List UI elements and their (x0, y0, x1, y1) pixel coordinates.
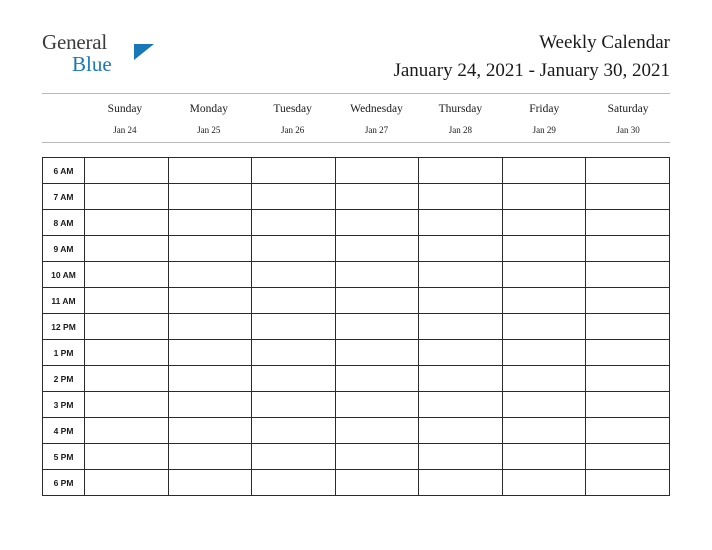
slot-cell[interactable] (419, 366, 503, 392)
slot-cell[interactable] (502, 340, 586, 366)
table-row (43, 262, 670, 288)
slot-cell[interactable] (85, 184, 169, 210)
slot-cell[interactable] (85, 366, 169, 392)
slot-cell[interactable] (419, 470, 503, 496)
slot-cell[interactable] (586, 340, 670, 366)
table-row (43, 288, 670, 314)
table-row (43, 314, 670, 340)
day-name: Tuesday (273, 103, 312, 116)
time-label: 6 AM (43, 158, 85, 184)
slot-cell[interactable] (252, 444, 336, 470)
page-header (42, 0, 670, 94)
slot-cell[interactable] (586, 366, 670, 392)
time-label: 8 AM (43, 210, 85, 236)
slot-cell[interactable] (502, 392, 586, 418)
slot-cell[interactable] (586, 262, 670, 288)
slot-cell[interactable] (419, 340, 503, 366)
slot-cell[interactable] (168, 470, 252, 496)
slot-cell[interactable] (168, 236, 252, 262)
time-label: 6 PM (43, 470, 85, 496)
day-column-header (502, 101, 586, 136)
slot-cell[interactable] (168, 418, 252, 444)
general-blue-logo (42, 28, 152, 75)
slot-cell[interactable] (502, 184, 586, 210)
slot-cell[interactable] (502, 470, 586, 496)
time-label: 2 PM (43, 366, 85, 392)
table-row (43, 340, 670, 366)
time-label: 3 PM (43, 392, 85, 418)
slot-cell[interactable] (85, 158, 169, 184)
slot-cell[interactable] (168, 210, 252, 236)
time-label: 7 AM (43, 184, 85, 210)
time-label: 11 AM (43, 288, 85, 314)
table-row (43, 444, 670, 470)
slot-cell[interactable] (252, 210, 336, 236)
slot-cell[interactable] (335, 236, 419, 262)
day-date: Jan 28 (448, 124, 472, 135)
day-column-header (335, 101, 419, 136)
day-name: Thursday (438, 103, 483, 116)
day-name: Wednesday (350, 103, 403, 116)
logo-word-general: General (42, 30, 108, 54)
time-label: 1 PM (43, 340, 85, 366)
slot-cell[interactable] (419, 184, 503, 210)
time-label: 4 PM (43, 418, 85, 444)
slot-cell[interactable] (502, 210, 586, 236)
slot-cell[interactable] (419, 444, 503, 470)
slot-cell[interactable] (502, 418, 586, 444)
slot-cell[interactable] (335, 314, 419, 340)
slot-cell[interactable] (168, 158, 252, 184)
slot-cell[interactable] (168, 314, 252, 340)
slot-cell[interactable] (85, 262, 169, 288)
slot-cell[interactable] (586, 418, 670, 444)
slot-cell[interactable] (335, 418, 419, 444)
logo-word-blue: Blue (72, 52, 112, 76)
slot-cell[interactable] (85, 392, 169, 418)
time-label: 5 PM (43, 444, 85, 470)
slot-cell[interactable] (252, 314, 336, 340)
slot-cell[interactable] (502, 444, 586, 470)
day-column-header (167, 101, 251, 136)
day-date: Jan 25 (197, 124, 221, 135)
slot-cell[interactable] (586, 470, 670, 496)
table-row (43, 158, 670, 184)
slot-cell[interactable] (252, 366, 336, 392)
slot-cell[interactable] (419, 262, 503, 288)
slot-cell[interactable] (252, 288, 336, 314)
slot-cell[interactable] (502, 158, 586, 184)
slot-cell[interactable] (335, 158, 419, 184)
slot-cell[interactable] (85, 314, 169, 340)
slot-cell[interactable] (335, 184, 419, 210)
slot-cell[interactable] (252, 418, 336, 444)
day-name: Sunday (107, 103, 143, 116)
slot-cell[interactable] (419, 418, 503, 444)
day-name: Monday (189, 103, 228, 116)
slot-cell[interactable] (419, 236, 503, 262)
slot-cell[interactable] (168, 288, 252, 314)
slot-cell[interactable] (419, 158, 503, 184)
slot-cell[interactable] (419, 392, 503, 418)
slot-cell[interactable] (168, 262, 252, 288)
slot-cell[interactable] (168, 444, 252, 470)
slot-cell[interactable] (586, 392, 670, 418)
slot-cell[interactable] (502, 236, 586, 262)
slot-cell[interactable] (85, 210, 169, 236)
table-row (43, 418, 670, 444)
slot-cell[interactable] (252, 470, 336, 496)
slot-cell[interactable] (586, 158, 670, 184)
slot-cell[interactable] (586, 444, 670, 470)
schedule-grid (42, 157, 670, 496)
slot-cell[interactable] (335, 210, 419, 236)
title-block (393, 28, 670, 83)
slot-cell[interactable] (252, 184, 336, 210)
slot-cell[interactable] (85, 444, 169, 470)
table-row (43, 470, 670, 496)
slot-cell[interactable] (252, 340, 336, 366)
slot-cell[interactable] (502, 366, 586, 392)
table-row (43, 366, 670, 392)
slot-cell[interactable] (85, 470, 169, 496)
time-label: 12 PM (43, 314, 85, 340)
slot-cell[interactable] (502, 262, 586, 288)
slot-cell[interactable] (85, 418, 169, 444)
day-header-row (42, 94, 670, 143)
slot-cell[interactable] (586, 314, 670, 340)
day-date: Jan 27 (364, 124, 389, 135)
time-label: 10 AM (43, 262, 85, 288)
table-row (43, 392, 670, 418)
slot-cell[interactable] (586, 288, 670, 314)
logo-triangle-icon (134, 44, 154, 60)
slot-cell[interactable] (419, 210, 503, 236)
slot-cell[interactable] (168, 184, 252, 210)
day-date: Jan 24 (113, 124, 137, 135)
day-name: Friday (529, 103, 560, 116)
slot-cell[interactable] (335, 444, 419, 470)
slot-cell[interactable] (168, 392, 252, 418)
table-row (43, 236, 670, 262)
slot-cell[interactable] (85, 288, 169, 314)
day-column-header (586, 101, 670, 136)
slot-cell[interactable] (586, 184, 670, 210)
slot-cell[interactable] (85, 236, 169, 262)
slot-cell[interactable] (85, 340, 169, 366)
time-label: 9 AM (43, 236, 85, 262)
day-date: Jan 29 (532, 124, 556, 135)
slot-cell[interactable] (502, 314, 586, 340)
slot-cell[interactable] (168, 366, 252, 392)
day-header-corner (42, 101, 83, 136)
slot-cell[interactable] (335, 288, 419, 314)
slot-cell[interactable] (335, 340, 419, 366)
day-name: Saturday (607, 103, 649, 116)
day-date: Jan 26 (281, 124, 305, 135)
schedule-grid-body (43, 158, 670, 496)
slot-cell[interactable] (252, 158, 336, 184)
slot-cell[interactable] (586, 236, 670, 262)
slot-cell[interactable] (586, 210, 670, 236)
page-title: Weekly Calendar (539, 32, 670, 53)
table-row (43, 210, 670, 236)
slot-cell[interactable] (502, 288, 586, 314)
slot-cell[interactable] (419, 288, 503, 314)
table-row (43, 184, 670, 210)
slot-cell[interactable] (252, 392, 336, 418)
day-column-header (251, 101, 335, 136)
slot-cell[interactable] (252, 262, 336, 288)
slot-cell[interactable] (252, 236, 336, 262)
day-column-header (83, 101, 167, 136)
slot-cell[interactable] (335, 470, 419, 496)
date-range: January 24, 2021 - January 30, 2021 (393, 59, 670, 81)
day-column-header (418, 101, 502, 136)
day-date: Jan 30 (616, 124, 640, 135)
slot-cell[interactable] (168, 340, 252, 366)
slot-cell[interactable] (335, 392, 419, 418)
slot-cell[interactable] (335, 366, 419, 392)
slot-cell[interactable] (419, 314, 503, 340)
slot-cell[interactable] (335, 262, 419, 288)
